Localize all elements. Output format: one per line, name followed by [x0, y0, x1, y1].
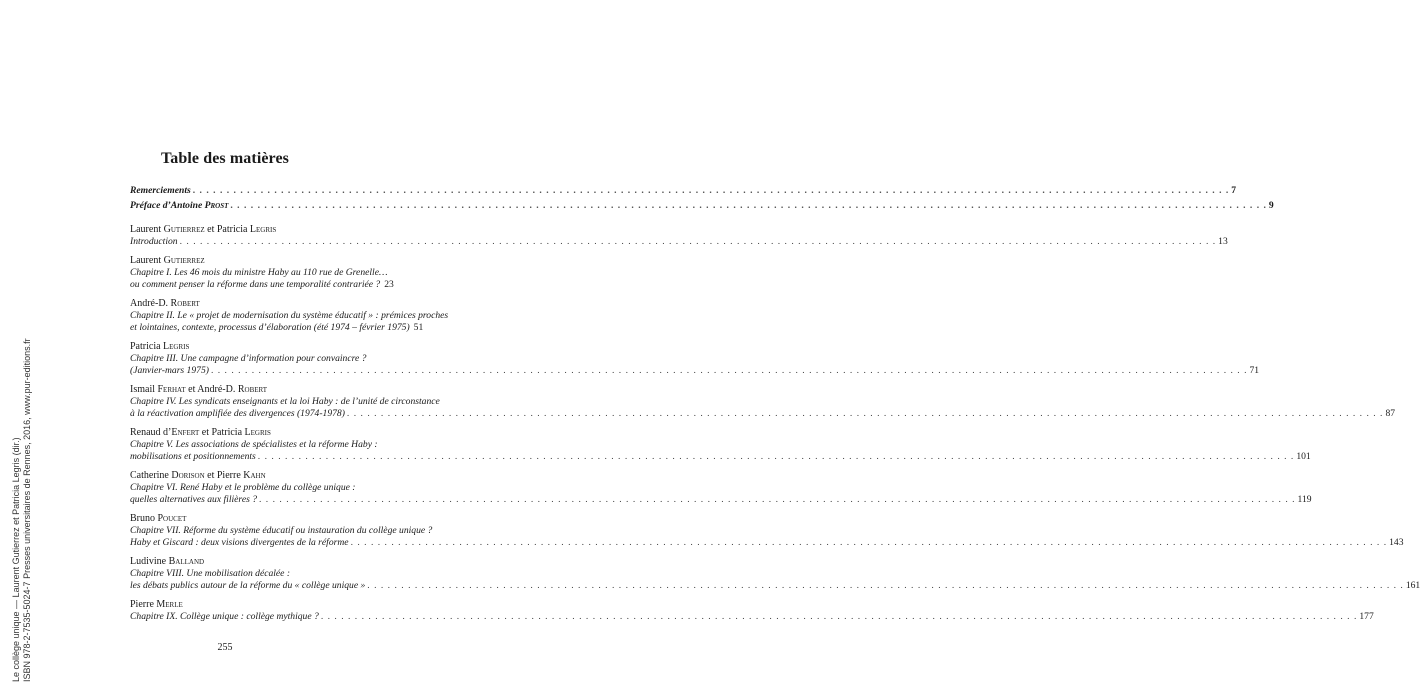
entry-title: Chapitre II. Le « projet de modernisation du système éducatif » : prémices proches: [130, 310, 449, 321]
entry-title: Chapitre IX. Collège unique : collège mythique ?: [130, 611, 319, 622]
dot-leader: [180, 236, 1217, 248]
entry-authors: [130, 513, 392, 525]
dot-leader: [230, 200, 1267, 212]
entry-page: 9: [1268, 200, 1274, 211]
author-last-name: Robert: [237, 384, 268, 395]
toc-line: [130, 279, 392, 291]
author-first-name: Patricia: [216, 224, 250, 235]
author-first-name: André-D.: [130, 298, 171, 309]
toc-entry[interactable]: [130, 224, 1228, 248]
entry-title: Chapitre IV. Les syndicats enseignants et la loi Haby : de l’unité de circonstance: [130, 396, 440, 407]
entry-page: 51: [413, 322, 424, 333]
author-last-name: Robert: [170, 298, 200, 309]
entry-authors: [130, 224, 392, 236]
toc-line: [130, 537, 1404, 549]
toc-line: [130, 200, 1274, 212]
entry-title: Chapitre VII. Réforme du système éducatif ou instauration du collège unique ?: [130, 525, 433, 536]
toc-line: [130, 525, 433, 537]
toc-line: [130, 580, 1420, 592]
author-first-name: Laurent: [130, 255, 164, 266]
author-separator: et: [204, 224, 217, 235]
toc-line: [130, 451, 1311, 463]
author-last-name: Enfert: [171, 427, 200, 438]
dot-leader: [258, 451, 1295, 463]
entry-title: Chapitre III. Une campagne d’information pour convaincre ?: [130, 353, 367, 364]
entry-authors: [130, 599, 392, 611]
author-first-name: André-D.: [197, 384, 238, 395]
entry-title-text: Préface d’Antoine: [130, 200, 205, 211]
table-of-contents: [130, 185, 1420, 630]
toc-line: [130, 267, 392, 279]
side-line-2: ISBN 978-2-7535-5024-7 Presses universitaires de Rennes, 2016, www.pur-editions.fr: [22, 338, 32, 682]
toc-line: [130, 365, 1260, 377]
dot-leader: [351, 537, 1388, 549]
author-last-name: Ferhat: [157, 384, 186, 395]
entry-page: 13: [1218, 236, 1228, 247]
author-first-name: Ismail: [130, 384, 158, 395]
toc-line: [130, 494, 1312, 506]
entry-page: 7: [1231, 185, 1237, 196]
entry-title: à la réactivation amplifiée des divergences (1974-1978): [130, 408, 345, 419]
entry-title: Introduction: [130, 236, 178, 247]
author-last-name: Balland: [168, 556, 205, 567]
entry-page: 71: [1249, 365, 1260, 376]
dot-leader: [347, 408, 1384, 420]
entry-title: les débats publics autour de la réforme du « collège unique »: [130, 580, 366, 591]
dot-leader: [211, 365, 1248, 377]
toc-entry[interactable]: [130, 470, 1312, 506]
author-last-name: Merle: [156, 599, 183, 610]
entry-page: 143: [1389, 537, 1404, 548]
dot-leader: [259, 494, 1296, 506]
toc-line: [130, 185, 1237, 197]
toc-line: [130, 310, 449, 322]
toc-line: [130, 439, 392, 451]
author-last-name: Gutierrez: [163, 255, 205, 266]
author-first-name: Pierre: [216, 470, 244, 481]
author-first-name: Catherine: [130, 470, 172, 481]
author-first-name: Laurent: [130, 224, 164, 235]
entry-authors: [130, 298, 392, 310]
side-line-1: Le collège unique — Laurent Gutierrez et Patricia Legris (dir.): [11, 437, 21, 682]
author-last-name: Legris: [163, 341, 190, 352]
dot-leader: [321, 611, 1358, 623]
dot-leader: [367, 580, 1404, 592]
entry-title: [130, 185, 191, 197]
entry-page: 161: [1405, 580, 1420, 591]
author-last-name: Legris: [244, 427, 271, 438]
entry-authors: [130, 427, 392, 439]
author-first-name: Renaud d’: [130, 427, 172, 438]
toc-entry[interactable]: [130, 384, 1396, 420]
author-first-name: Patricia: [211, 427, 245, 438]
entry-authors: [130, 470, 392, 482]
toc-line: [130, 322, 424, 334]
toc-line: [130, 236, 1228, 248]
entry-title-smallcaps: Prost: [204, 200, 229, 211]
toc-entry[interactable]: [130, 427, 1311, 463]
entry-page: 119: [1297, 494, 1312, 505]
toc-entry[interactable]: [130, 341, 1260, 377]
author-last-name: Legris: [249, 224, 277, 235]
toc-line: [130, 482, 392, 494]
entry-title: (Janvier-mars 1975): [130, 365, 209, 376]
author-separator: et: [185, 384, 198, 395]
entry-authors: [130, 255, 392, 267]
entry-title: Chapitre VI. René Haby et le problème du collège unique :: [130, 482, 356, 493]
page-number: 255: [217, 642, 233, 653]
entry-title-text: Remerciements: [130, 185, 191, 196]
toc-entry[interactable]: [130, 599, 1374, 623]
entry-title: Chapitre I. Les 46 mois du ministre Haby au 110 rue de Grenelle…: [130, 267, 388, 278]
author-first-name: Ludivine: [130, 556, 169, 567]
side-copyright: [11, 338, 33, 682]
toc-front-entry[interactable]: [130, 200, 1274, 212]
author-last-name: Dorison: [171, 470, 205, 481]
toc-entry[interactable]: [130, 513, 1404, 549]
entry-title: [130, 200, 228, 212]
toc-line: [130, 396, 440, 408]
author-last-name: Poucet: [157, 513, 187, 524]
entry-title: mobilisations et positionnements: [130, 451, 256, 462]
entry-page: 23: [384, 279, 394, 290]
toc-entry[interactable]: [130, 298, 449, 334]
entry-page: 177: [1359, 611, 1374, 622]
entry-authors: [130, 341, 392, 353]
entry-title: Haby et Giscard : deux visions divergentes de la réforme: [130, 537, 349, 548]
entry-page: 87: [1385, 408, 1396, 419]
author-first-name: Pierre: [130, 599, 157, 610]
entry-authors: [130, 384, 392, 396]
toc-title: Table des matières: [160, 150, 290, 167]
toc-line: [130, 408, 1396, 420]
toc-front-entry[interactable]: [130, 185, 1237, 197]
entry-title: Chapitre V. Les associations de spécialistes et la réforme Haby :: [130, 439, 378, 450]
author-separator: et: [199, 427, 212, 438]
entry-title: quelles alternatives aux filières ?: [130, 494, 257, 505]
entry-title: ou comment penser la réforme dans une temporalité contrariée ?: [130, 279, 381, 290]
toc-entry[interactable]: [130, 556, 1420, 592]
author-first-name: Patricia: [130, 341, 164, 352]
author-last-name: Gutierrez: [163, 224, 205, 235]
author-last-name: Kahn: [243, 470, 266, 481]
author-first-name: Bruno: [130, 513, 158, 524]
author-separator: et: [204, 470, 217, 481]
entry-authors: [130, 556, 392, 568]
toc-entry[interactable]: [130, 255, 392, 291]
entry-title: Chapitre VIII. Une mobilisation décalée :: [130, 568, 291, 579]
toc-line: [130, 568, 392, 580]
dot-leader: [193, 185, 1230, 197]
toc-line: [130, 353, 392, 365]
entry-page: 101: [1296, 451, 1311, 462]
toc-line: [130, 611, 1374, 623]
entry-title: et lointaines, contexte, processus d’élaboration (été 1974 – février 1975): [130, 322, 410, 333]
